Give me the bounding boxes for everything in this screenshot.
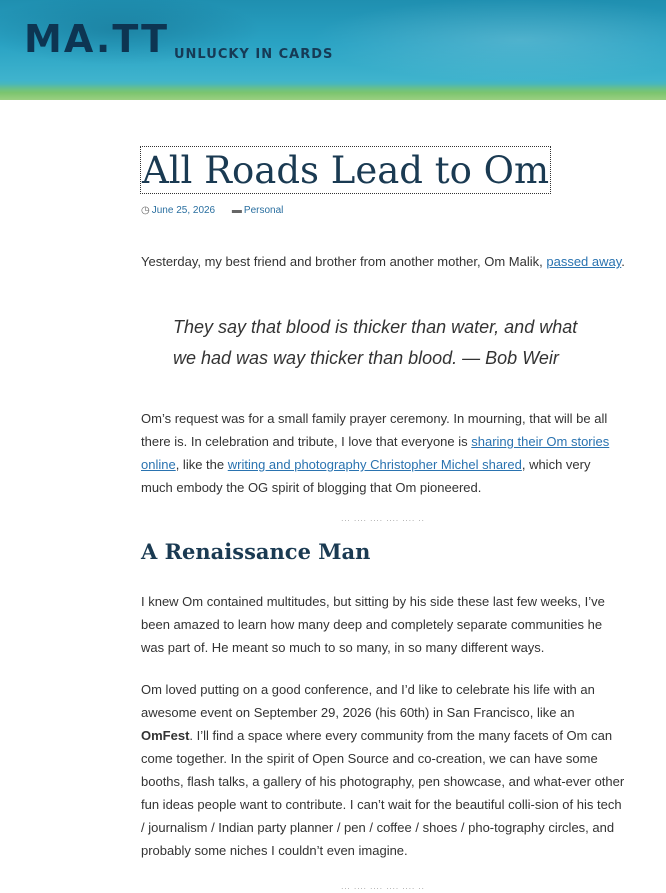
paragraph-omfest-text-b: . I’ll find a space where every community from the many facets of Om can come together. In the spirit of Open Source and co-creation, we can have some booths, flash talks, a gallery of his photography, pen showcase, and what-ever other fun ideas people want to contribute. I can’t wait for the beautiful colli-sion of his tech / journalism / Indian party planner / pen / coffee / shoes / pho-tography circles, and probably some niches I couldn’t even imagine. <box>141 728 625 858</box>
post-content <box>141 147 625 893</box>
site-header <box>0 0 666 100</box>
pull-quote: They say that blood is thicker than water, and what we had was way thicker than blood. — Bob Weir <box>173 317 578 368</box>
paragraph-omfest <box>141 678 625 862</box>
post-title[interactable]: All Roads Lead to Om <box>142 149 550 192</box>
paragraph-omfest-text-a: Om loved putting on a good conference, and I’d like to celebrate his life with an awesome event on September 29, 2026 (his 60th) in San Francisco, like an <box>141 682 595 720</box>
passed-away-link[interactable]: passed away <box>546 254 622 269</box>
post-category-label: Personal <box>243 205 284 216</box>
section-heading: A Renaissance Man <box>141 539 371 564</box>
paragraph-intro-end: . <box>621 254 625 269</box>
post-date-label: June 25, 2026 <box>151 205 216 216</box>
paragraph-tribute-text-b: , like the <box>175 457 228 472</box>
omfest-strong: OmFest <box>141 728 190 743</box>
om-stories-link[interactable]: sharing their Om stories online <box>141 434 610 472</box>
post-meta <box>141 205 625 221</box>
folder-icon: ▬ <box>231 205 242 216</box>
clock-icon: ◷ <box>141 205 150 216</box>
section-separator: ... .... .... .... .... .. <box>341 514 425 523</box>
paragraph-tribute <box>141 407 625 499</box>
paragraph-multitudes: I knew Om contained multitudes, but sitting by his side these last few weeks, I’ve been amazed to learn how many deep and completely separate communities he was part of. He meant so much to so many, in so many different ways. <box>141 594 605 655</box>
paragraph-tribute-text-a: Om’s request was for a small family prayer ceremony. In mourning, that will be all there is. In celebration and tribute, I love that everyone is <box>141 411 608 449</box>
paragraph-tribute-text-c: , which very much embody the OG spirit of blogging that Om pioneered. <box>141 457 591 495</box>
christopher-michel-link[interactable]: writing and photography Christopher Michel shared <box>227 457 522 472</box>
paragraph-intro-text: Yesterday, my best friend and brother from another mother, Om Malik, <box>141 254 547 269</box>
site-tagline: UNLUCKY IN CARDS <box>174 47 334 62</box>
post-date[interactable] <box>141 205 215 216</box>
post-category[interactable] <box>232 205 283 216</box>
site-logo[interactable]: MA.TT <box>24 17 170 61</box>
section-separator-bottom: ... .... .... .... .... .. <box>341 882 425 891</box>
paragraph-intro <box>141 250 625 273</box>
